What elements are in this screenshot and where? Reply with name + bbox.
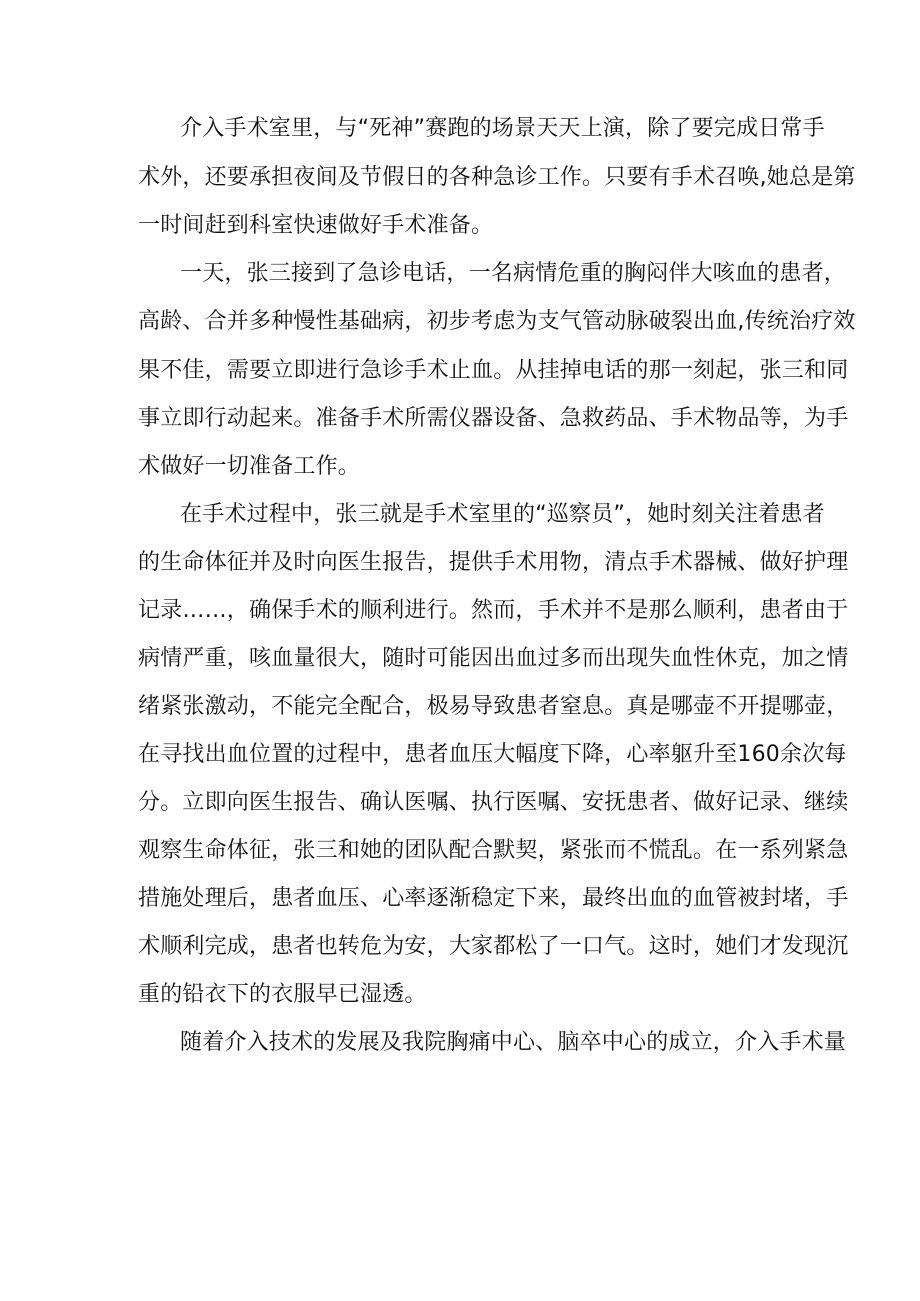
paragraph-2-line-4: 事立即行动起来。准备手术所需仪器设备、急救药品、手术物品等，为手 [138,406,849,431]
paragraph-3-line-4: 病情严重，咳血量很大，随时可能因出血过多而出现失血性休克，加之情 [138,646,849,671]
paragraph-1-line-1: 介入手术室里，与“死神”赛跑的场景天天上演，除了要完成日常手 [180,116,825,141]
paragraph-1-line-2: 术外，还要承担夜间及节假日的各种急诊工作。只要有手术召唤,她总是第 [138,165,856,190]
paragraph-2-line-5: 术做好一切准备工作。 [138,454,361,479]
paragraph-3-line-11: 重的铅衣下的衣服早已湿透。 [138,982,427,1007]
paragraph-3-line-10: 术顺利完成，患者也转危为安，大家都松了一口气。这时，她们才发现沉 [138,934,849,959]
paragraph-2-line-3: 果不佳，需要立即进行急诊手术止血。从挂掉电话的那一刻起，张三和同 [138,358,849,383]
paragraph-3-line-3: 记录……，确保手术的顺利进行。然而，手术并不是那么顺利，患者由于 [138,598,849,623]
paragraph-4-line-1: 随着介入技术的发展及我院胸痛中心、脑卒中心的成立，介入手术量 [180,1030,847,1055]
paragraph-2-line-2: 高龄、合并多种慢性基础病，初步考虑为支气管动脉破裂出血,传统治疗效 [138,309,856,334]
paragraph-3-line-9: 措施处理后，患者血压、心率逐渐稳定下来，最终出血的血管被封堵，手 [138,886,849,911]
paragraph-3-line-1: 在手术过程中，张三就是手术室里的“巡察员”，她时刻关注着患者 [180,502,825,527]
paragraph-3-line-2: 的生命体征并及时向医生报告，提供手术用物，清点手术器械、做好护理 [138,550,849,575]
paragraph-1-line-3: 一时间赶到科室快速做好手术准备。 [138,213,494,238]
paragraph-3-line-6: 在寻找出血位置的过程中，患者血压大幅度下降，心率躯升至160余次每 [138,742,847,767]
paragraph-3-line-7: 分。立即向医生报告、确认医嘱、执行医嘱、安抚患者、做好记录、继续 [138,790,849,815]
paragraph-3-line-8: 观察生命体征，张三和她的团队配合默契，紧张而不慌乱。在一系列紧急 [138,838,849,863]
paragraph-2-line-1: 一天，张三接到了急诊电话，一名病情危重的胸闷伴大咳血的患者， [180,261,847,286]
paragraph-3-line-5: 绪紧张激动，不能完全配合，极易导致患者窒息。真是哪壶不开提哪壶， [138,694,849,719]
